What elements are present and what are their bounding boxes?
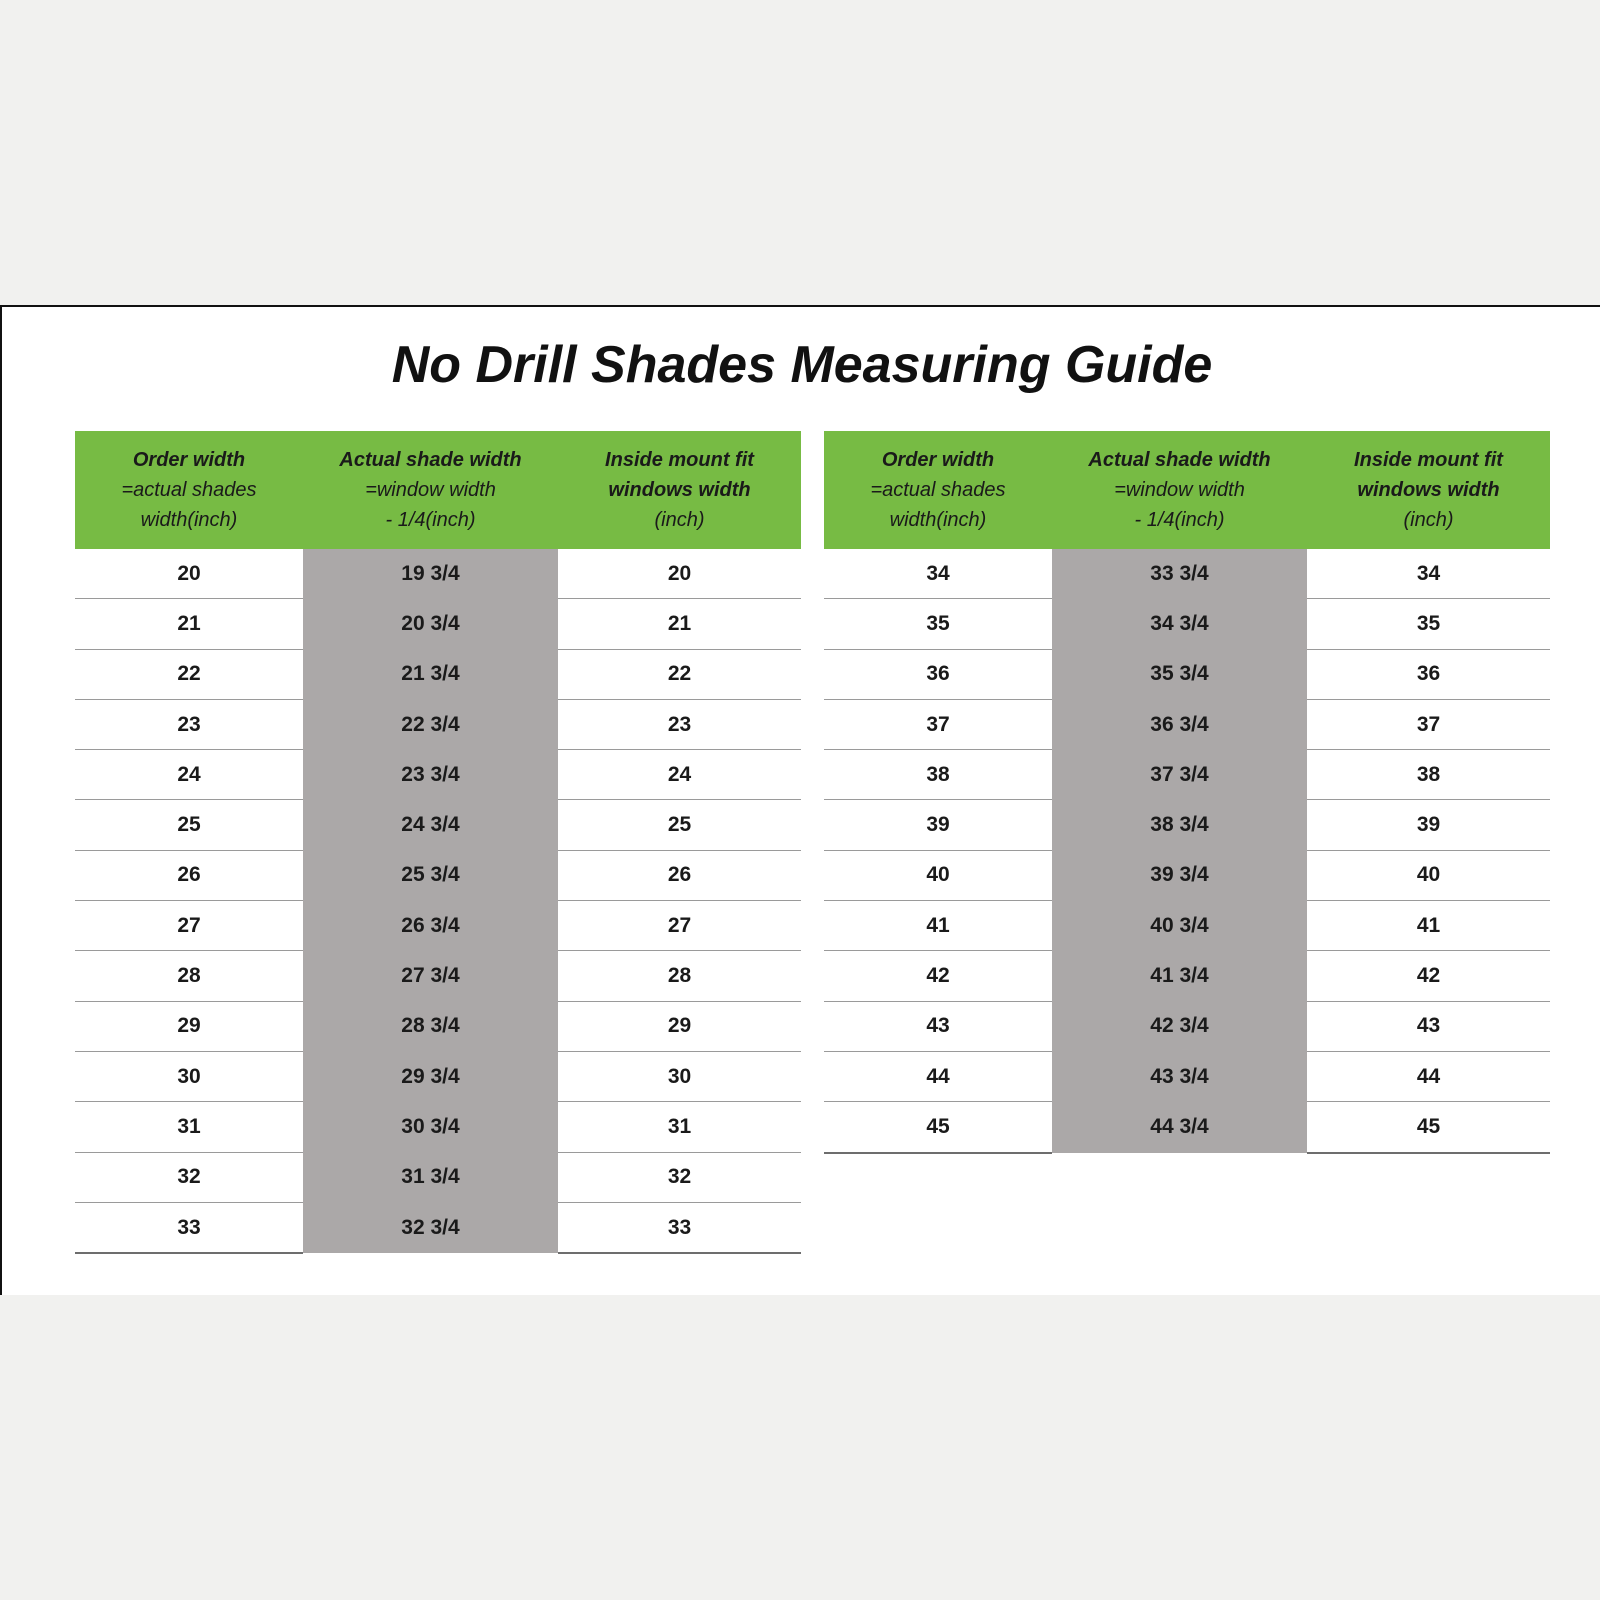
actual-shade-width-cell: 41 3/4: [1052, 951, 1307, 1001]
order-width-cell: 26: [75, 850, 303, 900]
header-line: - 1/4(inch): [385, 509, 476, 531]
table-body-right: [824, 549, 1550, 1153]
actual-shade-width-cell: 39 3/4: [1052, 850, 1307, 900]
table-row: [75, 951, 801, 1001]
order-width-cell: 45: [824, 1102, 1052, 1153]
actual-shade-width-cell: 38 3/4: [1052, 800, 1307, 850]
inside-mount-width-cell: 30: [558, 1051, 801, 1101]
table-body-left: [75, 549, 801, 1253]
inside-mount-width-cell: 26: [558, 850, 801, 900]
actual-shade-width-cell: 33 3/4: [1052, 549, 1307, 599]
header-line: windows width: [608, 479, 751, 501]
actual-shade-width-cell: 36 3/4: [1052, 699, 1307, 749]
inside-mount-width-cell: 27: [558, 901, 801, 951]
header-line: (inch): [1403, 509, 1454, 531]
order-width-cell: 24: [75, 750, 303, 800]
actual-shade-width-cell: 35 3/4: [1052, 649, 1307, 699]
inside-mount-width-cell: 40: [1307, 850, 1550, 900]
header-actual-shade-width: [1052, 431, 1307, 549]
header-line: - 1/4(inch): [1134, 509, 1225, 531]
inside-mount-width-cell: 42: [1307, 951, 1550, 1001]
inside-mount-width-cell: 38: [1307, 750, 1550, 800]
order-width-cell: 37: [824, 699, 1052, 749]
actual-shade-width-cell: 24 3/4: [303, 800, 558, 850]
header-line: Actual shade width: [1088, 449, 1271, 471]
order-width-cell: 31: [75, 1102, 303, 1152]
header-line: Inside mount fit: [605, 449, 754, 471]
actual-shade-width-cell: 21 3/4: [303, 649, 558, 699]
inside-mount-width-cell: 43: [1307, 1001, 1550, 1051]
actual-shade-width-cell: 32 3/4: [303, 1202, 558, 1253]
inside-mount-width-cell: 31: [558, 1102, 801, 1152]
actual-shade-width-cell: 40 3/4: [1052, 901, 1307, 951]
header-order-width: [824, 431, 1052, 549]
table-row: [824, 750, 1550, 800]
order-width-cell: 32: [75, 1152, 303, 1202]
order-width-cell: 38: [824, 750, 1052, 800]
table-row: [75, 750, 801, 800]
inside-mount-width-cell: 28: [558, 951, 801, 1001]
inside-mount-width-cell: 35: [1307, 599, 1550, 649]
table-row: [824, 901, 1550, 951]
inside-mount-width-cell: 44: [1307, 1051, 1550, 1101]
inside-mount-width-cell: 36: [1307, 649, 1550, 699]
inside-mount-width-cell: 34: [1307, 549, 1550, 599]
table-row: [75, 1102, 801, 1152]
table-row: [824, 649, 1550, 699]
actual-shade-width-cell: 26 3/4: [303, 901, 558, 951]
inside-mount-width-cell: 25: [558, 800, 801, 850]
actual-shade-width-cell: 27 3/4: [303, 951, 558, 1001]
order-width-cell: 28: [75, 951, 303, 1001]
order-width-cell: 44: [824, 1051, 1052, 1101]
table-header-row: [75, 431, 801, 549]
table-row: [75, 1001, 801, 1051]
table-row: [824, 699, 1550, 749]
actual-shade-width-cell: 34 3/4: [1052, 599, 1307, 649]
measuring-table-left: [75, 431, 801, 1254]
header-line: =window width: [1114, 479, 1245, 501]
header-line: Order width: [881, 449, 995, 471]
actual-shade-width-cell: 42 3/4: [1052, 1001, 1307, 1051]
page-title: No Drill Shades Measuring Guide: [391, 336, 1213, 394]
header-line: windows width: [1357, 479, 1500, 501]
inside-mount-width-cell: 20: [558, 549, 801, 599]
table-row: [75, 549, 801, 599]
order-width-cell: 39: [824, 800, 1052, 850]
inside-mount-width-cell: 37: [1307, 699, 1550, 749]
table-row: [75, 850, 801, 900]
header-line: Order width: [132, 449, 246, 471]
order-width-cell: 27: [75, 901, 303, 951]
table-row: [824, 549, 1550, 599]
table-row: [824, 1001, 1550, 1051]
inside-mount-width-cell: 23: [558, 699, 801, 749]
actual-shade-width-cell: 19 3/4: [303, 549, 558, 599]
actual-shade-width-cell: 23 3/4: [303, 750, 558, 800]
table-row: [824, 800, 1550, 850]
order-width-cell: 36: [824, 649, 1052, 699]
header-line: (inch): [654, 509, 705, 531]
order-width-cell: 40: [824, 850, 1052, 900]
actual-shade-width-cell: 29 3/4: [303, 1051, 558, 1101]
table-row: [75, 649, 801, 699]
table-row: [824, 1051, 1550, 1101]
header-inside-mount-width: [558, 431, 801, 549]
actual-shade-width-cell: 44 3/4: [1052, 1102, 1307, 1153]
actual-shade-width-cell: 25 3/4: [303, 850, 558, 900]
table-row: [824, 1102, 1550, 1153]
inside-mount-width-cell: 39: [1307, 800, 1550, 850]
order-width-cell: 43: [824, 1001, 1052, 1051]
header-line: Actual shade width: [339, 449, 522, 471]
table-row: [75, 901, 801, 951]
measuring-table-right: [824, 431, 1550, 1154]
actual-shade-width-cell: 43 3/4: [1052, 1051, 1307, 1101]
order-width-cell: 42: [824, 951, 1052, 1001]
order-width-cell: 29: [75, 1001, 303, 1051]
header-line: width(inch): [889, 509, 987, 531]
inside-mount-width-cell: 29: [558, 1001, 801, 1051]
table-row: [824, 850, 1550, 900]
inside-mount-width-cell: 24: [558, 750, 801, 800]
order-width-cell: 23: [75, 699, 303, 749]
table-row: [75, 699, 801, 749]
actual-shade-width-cell: 31 3/4: [303, 1152, 558, 1202]
actual-shade-width-cell: 30 3/4: [303, 1102, 558, 1152]
actual-shade-width-cell: 28 3/4: [303, 1001, 558, 1051]
order-width-cell: 34: [824, 549, 1052, 599]
order-width-cell: 25: [75, 800, 303, 850]
inside-mount-width-cell: 21: [558, 599, 801, 649]
header-line: =actual shades: [870, 479, 1006, 501]
actual-shade-width-cell: 22 3/4: [303, 699, 558, 749]
header-line: =window width: [365, 479, 496, 501]
header-line: width(inch): [140, 509, 238, 531]
table-row: [824, 599, 1550, 649]
table-row: [824, 951, 1550, 1001]
table-header-row: [824, 431, 1550, 549]
order-width-cell: 41: [824, 901, 1052, 951]
table-row: [75, 1202, 801, 1253]
actual-shade-width-cell: 20 3/4: [303, 599, 558, 649]
order-width-cell: 21: [75, 599, 303, 649]
inside-mount-width-cell: 45: [1307, 1102, 1550, 1153]
table-row: [75, 1152, 801, 1202]
table-row: [75, 599, 801, 649]
actual-shade-width-cell: 37 3/4: [1052, 750, 1307, 800]
header-order-width: [75, 431, 303, 549]
order-width-cell: 20: [75, 549, 303, 599]
inside-mount-width-cell: 33: [558, 1202, 801, 1253]
order-width-cell: 33: [75, 1202, 303, 1253]
header-inside-mount-width: [1307, 431, 1550, 549]
table-row: [75, 800, 801, 850]
inside-mount-width-cell: 22: [558, 649, 801, 699]
order-width-cell: 30: [75, 1051, 303, 1101]
table-row: [75, 1051, 801, 1101]
guide-panel: [0, 305, 1600, 1295]
inside-mount-width-cell: 41: [1307, 901, 1550, 951]
order-width-cell: 35: [824, 599, 1052, 649]
inside-mount-width-cell: 32: [558, 1152, 801, 1202]
header-actual-shade-width: [303, 431, 558, 549]
header-line: Inside mount fit: [1354, 449, 1503, 471]
header-line: =actual shades: [121, 479, 257, 501]
order-width-cell: 22: [75, 649, 303, 699]
